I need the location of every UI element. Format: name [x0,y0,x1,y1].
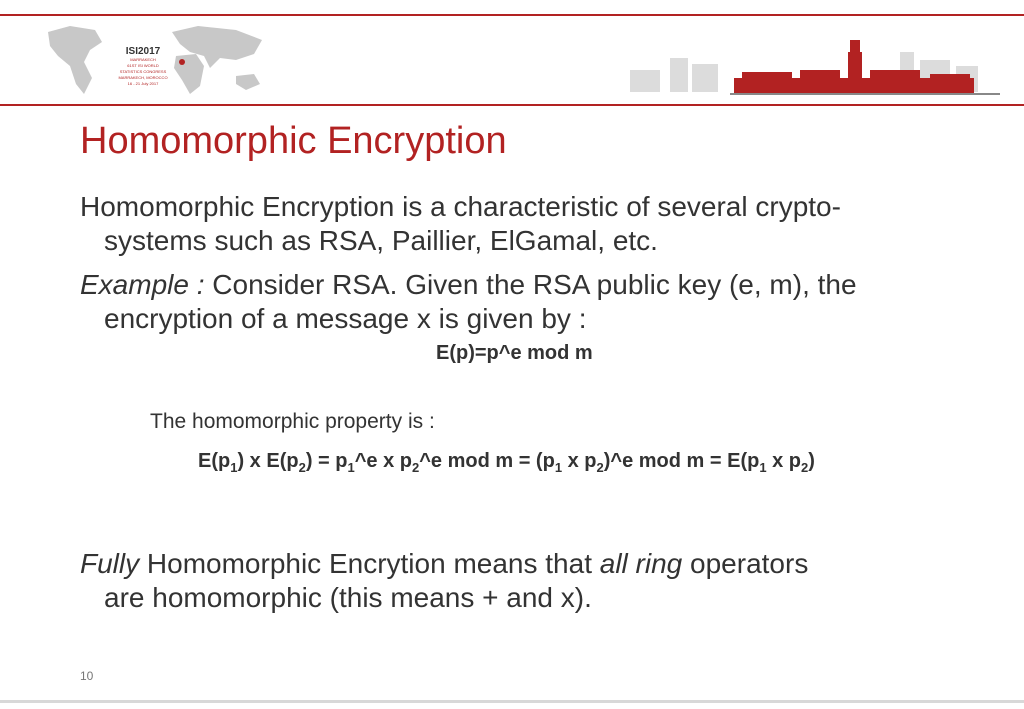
rsa-formula: E(p)=p^e mod m [436,342,593,364]
paragraph-line: operators [682,548,809,579]
logo-line: MARRAKECH, MOROCCO [118,75,168,80]
formula-text: x p [562,450,597,472]
formula-subscript: 2 [801,460,809,475]
slide-title: Homomorphic Encryption [80,120,507,162]
formula-text: ) x E(p [237,450,299,472]
paragraph-line: systems such as RSA, Paillier, ElGamal, etc. [104,225,658,256]
formula-subscript: 1 [759,460,767,475]
formula-text: E(p [198,450,231,472]
page-number: 10 [80,669,94,683]
formula-text: )^e mod m = E(p [603,450,760,472]
paragraph-definition [80,190,960,258]
fully-label: Fully [80,548,140,579]
logo-title: ISI2017 [125,46,161,57]
header-banner [0,0,1024,110]
header-bottom-line [0,104,1024,106]
all-ring-label: all ring [599,548,683,579]
formula-subscript: 1 [554,460,563,475]
isi2017-logo [114,24,172,96]
formula-text: x p [766,450,802,472]
logo-line: STATISTICS CONGRESS [119,69,167,74]
formula-subscript: 2 [298,460,306,475]
paragraph-example [80,268,960,336]
paragraph-fully-homomorphic [80,547,960,615]
paragraph-line: Homomorphic Encryption is a characteristic of several crypto- [80,191,841,222]
paragraph-line: are homomorphic (this means + and x). [104,582,592,613]
formula-subscript: 2 [411,460,420,475]
formula-text: ) = p [305,450,348,472]
formula-text: ^e x p [354,450,412,472]
marrakech-skyline-graphic [630,30,1000,100]
header-top-line [0,14,1024,16]
property-label: The homomorphic property is : [150,410,435,433]
paragraph-line: Homomorphic Encrytion means that [139,548,600,579]
paragraph-line: Consider RSA. Given the RSA public key (e, m), the [204,269,857,300]
property-formula [198,446,938,483]
logo-line: MARRAKECH [130,57,156,62]
formula-text: ) [808,450,815,472]
formula-subscript: 2 [596,460,604,475]
formula-text: ^e mod m = (p [419,450,555,472]
logo-line: 61ST ISI WORLD [127,63,159,68]
example-label: Example : [80,269,205,300]
formula-subscript: 1 [347,460,355,475]
logo-line: 16 - 21 July 2017 [127,81,159,86]
footer-line [0,700,1024,703]
formula-subscript: 1 [230,460,238,475]
paragraph-line: encryption of a message x is given by : [104,303,587,334]
